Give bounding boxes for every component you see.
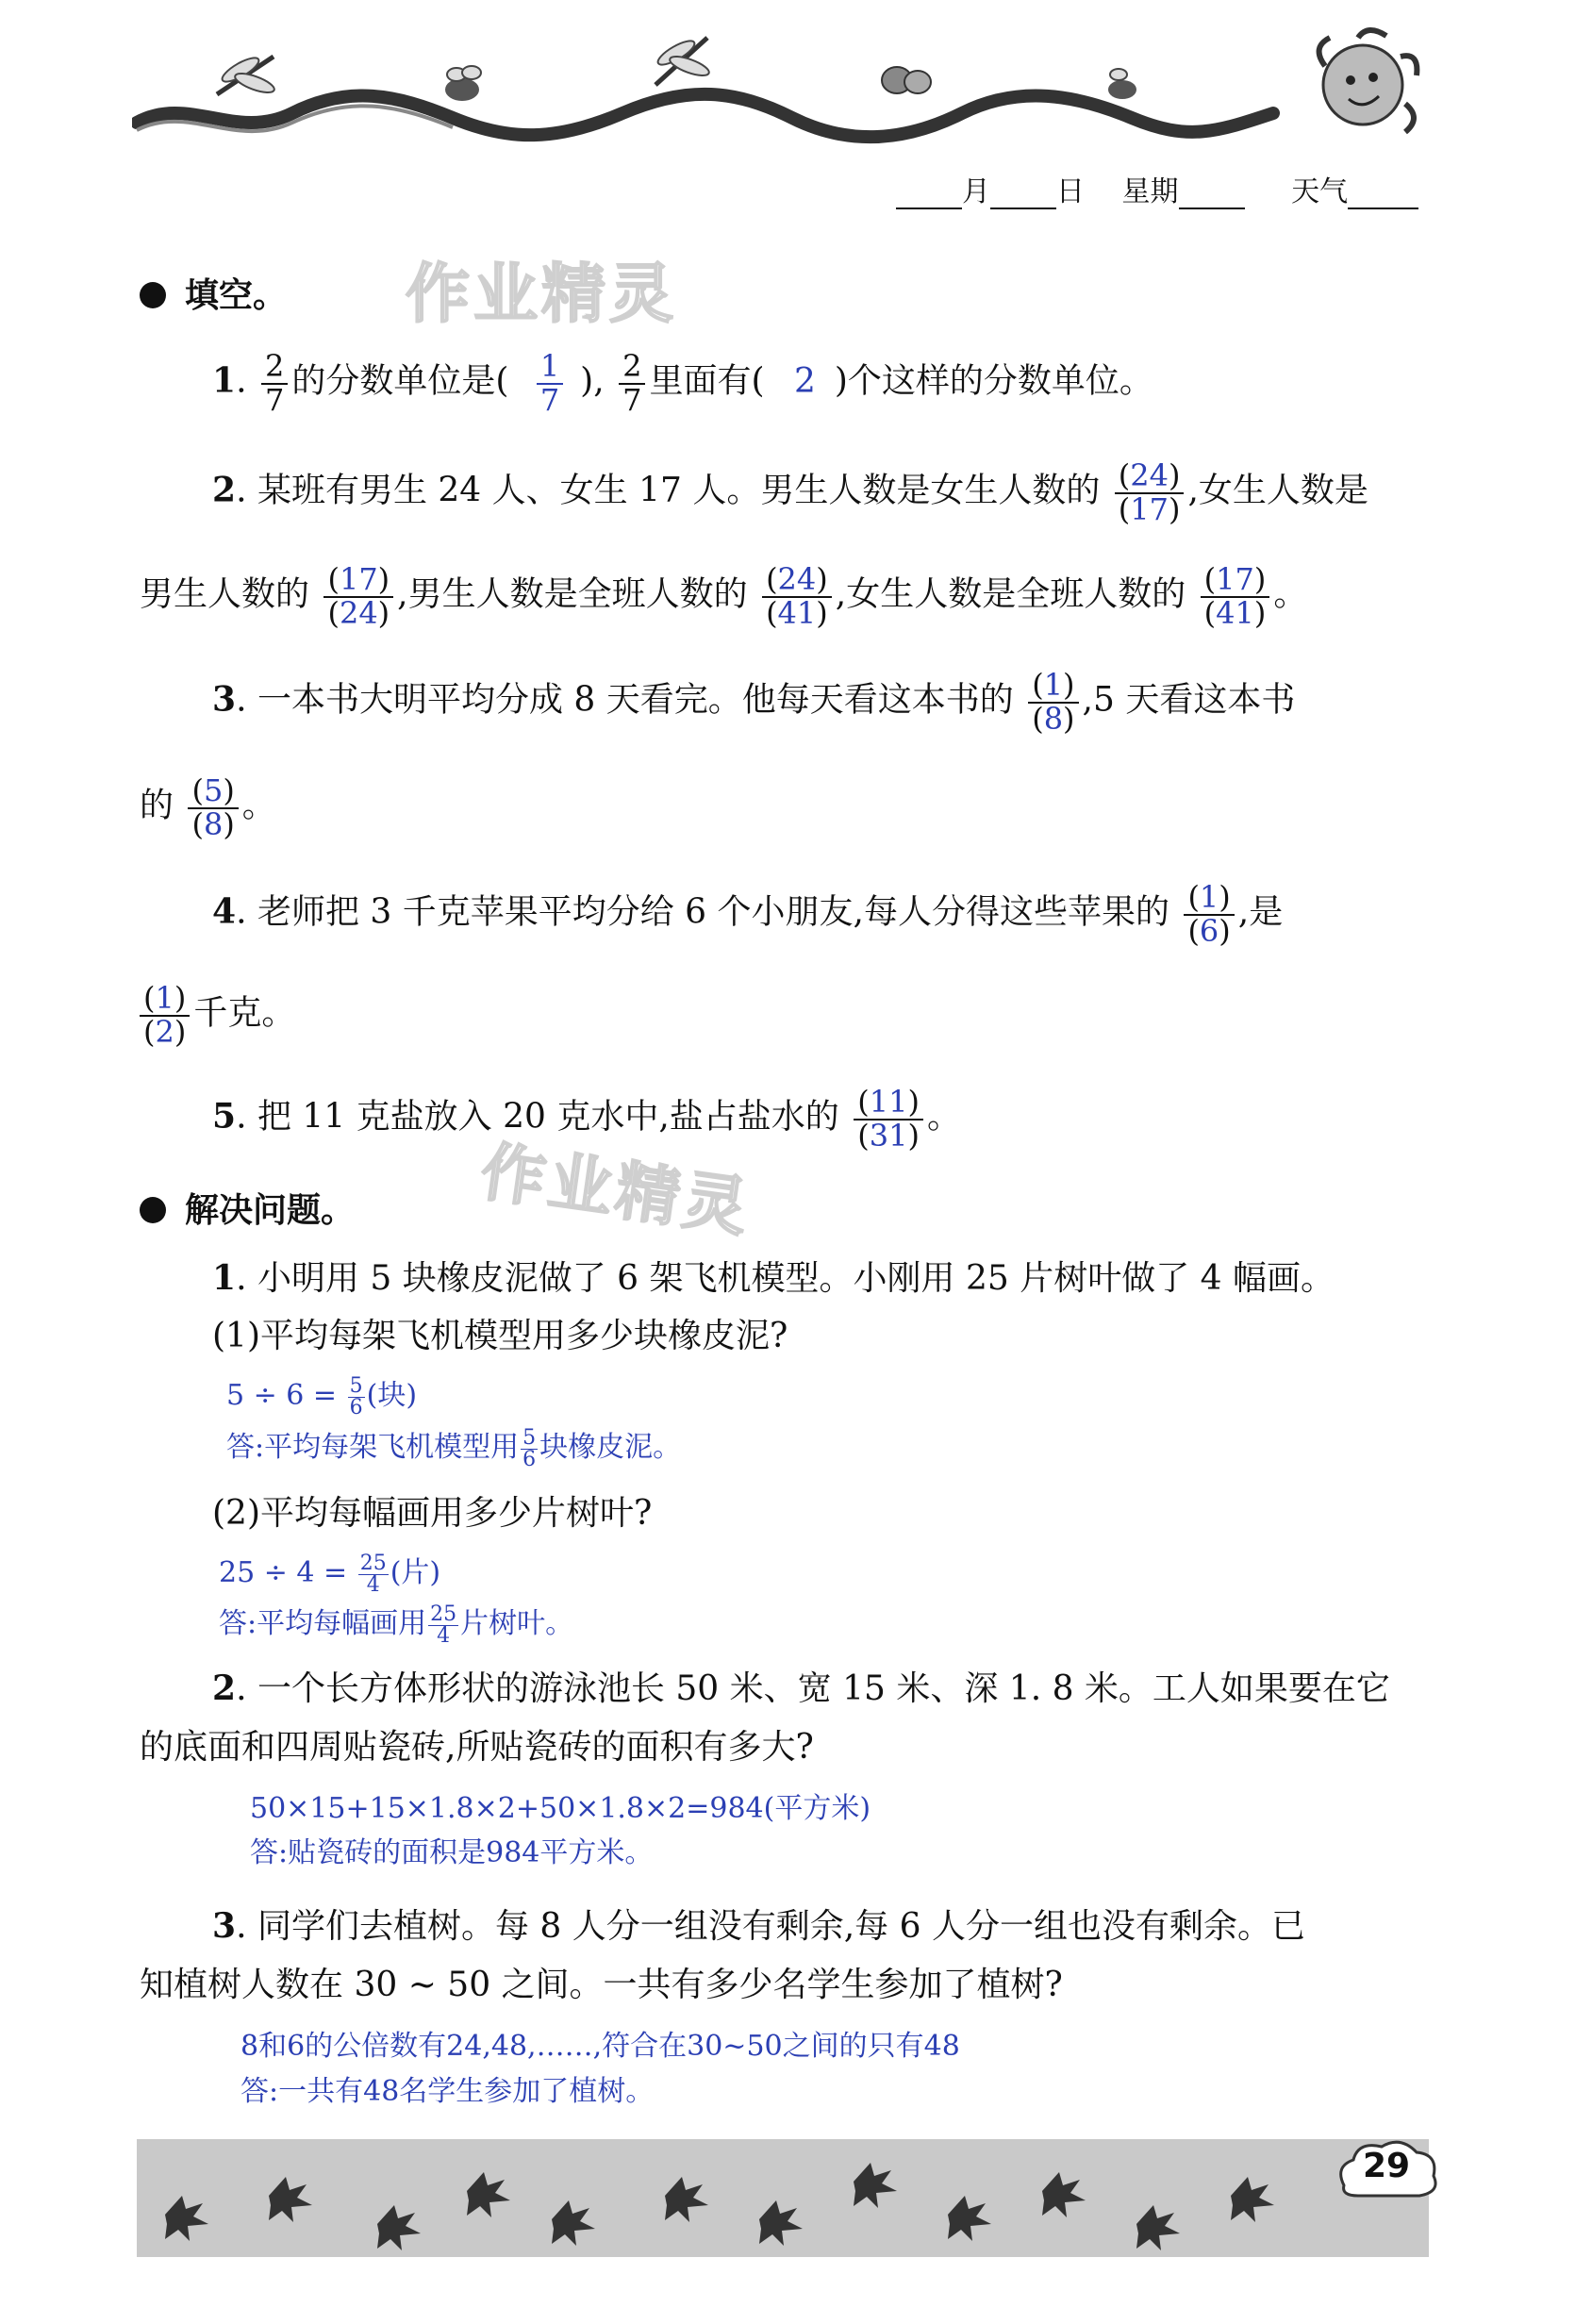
header-decoration [132,19,1434,170]
dragonfly-icon [217,54,276,96]
answer-calc[interactable]: 5 ÷ 6 = $\frac{5}{6}$ (块) [226,1373,418,1419]
leaves-icon [137,2139,1429,2257]
answer-fraction[interactable]: $\frac{(24)}{(41)}$ [762,564,832,629]
problem-3-cont: 知植树人数在 30 ~ 50 之间。一共有多少名学生参加了植树? [140,1966,1063,2004]
answer-fraction[interactable]: $\frac{(17)}{(41)}$ [1201,564,1270,629]
question-2-cont: 男生人数的 $\frac{(17)}{(24)}$ ,男生人数是全班人数的 $\frac{(24)}{(41)}$ ,女生人数是全班人数的 $\frac{(17)}{(41)}$ 。 [140,561,1308,631]
problem-2-cont: 的底面和四周贴瓷砖,所贴瓷砖的面积有多大? [140,1728,814,1767]
sun-icon [1319,30,1418,132]
date-line [896,168,1418,209]
fraction: $\frac{2}{7}$ [619,351,645,416]
problem-1-sub2: (2)平均每幅画用多少片树叶? [212,1494,653,1533]
answer-text[interactable]: 答:贴瓷砖的面积是984平方米。 [250,1836,654,1869]
answer-value[interactable]: 2 [793,361,816,401]
page-number-badge [1330,2133,1443,2209]
section-title-fill: 填空。 [140,269,287,317]
footer-band [137,2139,1429,2257]
bee-icon [1108,69,1136,99]
bullet-icon [140,1197,166,1223]
dragonfly-icon [655,37,711,85]
butterfly-icon [882,67,931,93]
answer-text[interactable]: 答:平均每幅画用 $\frac{25}{4}$ 片树叶。 [219,1602,574,1648]
weekday-label: 星期 [1121,175,1179,208]
answer-fraction[interactable]: $\frac{(11)}{(31)}$ [854,1087,923,1152]
answer-fraction[interactable]: $\frac{(1)}{(6)}$ [1184,882,1234,947]
answer-calc[interactable]: 25 ÷ 4 = $\frac{25}{4}$ (片) [219,1551,441,1597]
problem-3: 3. 同学们去植树。每 8 人分一组没有剩余,每 6 人分一组也没有剩余。已 [212,1906,1305,1946]
question-5: 5. 把 11 克盐放入 20 克水中,盐占盐水的 $\frac{(11)}{(31)}$ 。 [212,1084,961,1154]
question-4: 4. 老师把 3 千克苹果平均分给 6 个小朋友,每人分得这些苹果的 $\frac{(1)}{(6)}$ ,是 [212,879,1284,949]
answer-fraction[interactable]: $\frac{(5)}{(8)}$ [188,775,238,840]
answer-fraction[interactable]: $\frac{1}{7}$ [537,351,563,416]
answer-calc[interactable]: 8和6的公倍数有24,48,……,符合在30~50之间的只有48 [240,2030,960,2063]
weather-blank[interactable] [1348,175,1418,209]
month-blank[interactable] [896,175,962,209]
question-4-cont: $\frac{(1)}{(2)}$ 千克。 [140,983,295,1048]
answer-fraction[interactable]: $\frac{(24)}{(17)}$ [1115,460,1185,525]
weekday-blank[interactable] [1179,175,1245,209]
page-number: 29 [1362,2147,1411,2185]
question-1: 1. $\frac{2}{7}$ 的分数单位是( $\frac{1}{7}$ ), $\frac{2}{7}$ 里面有( 2 )个这样的分数单位。 [212,348,1153,418]
month-label: 月 [962,175,990,208]
question-3: 3. 一本书大明平均分成 8 天看完。他每天看这本书的 $\frac{(1)}{(8)}$ ,5 天看这本书 [212,667,1296,737]
bee-icon [445,66,481,101]
watermark: 作业精灵 [476,1135,756,1247]
question-3-cont: 的 $\frac{(5)}{(8)}$ 。 [140,772,276,842]
answer-fraction[interactable]: $\frac{(1)}{(2)}$ [140,983,190,1048]
answer-text[interactable]: 答:一共有48名学生参加了植树。 [240,2075,655,2108]
answer-text[interactable]: 答:平均每架飞机模型用 $\frac{5}{6}$ 块橡皮泥。 [226,1425,682,1471]
answer-fraction[interactable]: $\frac{(1)}{(8)}$ [1028,670,1078,735]
watermark: 作业精灵 [406,257,678,332]
weather-label: 天气 [1291,175,1349,208]
problem-1: 1. 小明用 5 块橡皮泥做了 6 架飞机模型。小刚用 25 片树叶做了 4 幅画。 [212,1258,1335,1298]
problem-1-sub1: (1)平均每架飞机模型用多少块橡皮泥? [212,1317,788,1355]
problem-2: 2. 一个长方体形状的游泳池长 50 米、宽 15 米、深 1. 8 米。工人如果要在它 [212,1668,1390,1708]
day-blank[interactable] [990,175,1056,209]
fraction: $\frac{2}{7}$ [261,351,288,416]
question-2: 2. 某班有男生 24 人、女生 17 人。男生人数是女生人数的 $\frac{(24)}{(17)}$ ,女生人数是 [212,457,1368,527]
section-title-solve: 解决问题。 [140,1184,355,1232]
day-label: 日 [1056,175,1085,208]
bullet-icon [140,282,166,308]
answer-calc[interactable]: 50×15+15×1.8×2+50×1.8×2=984(平方米) [250,1792,871,1825]
wave-icon [137,94,1273,137]
answer-fraction[interactable]: $\frac{(17)}{(24)}$ [323,564,393,629]
